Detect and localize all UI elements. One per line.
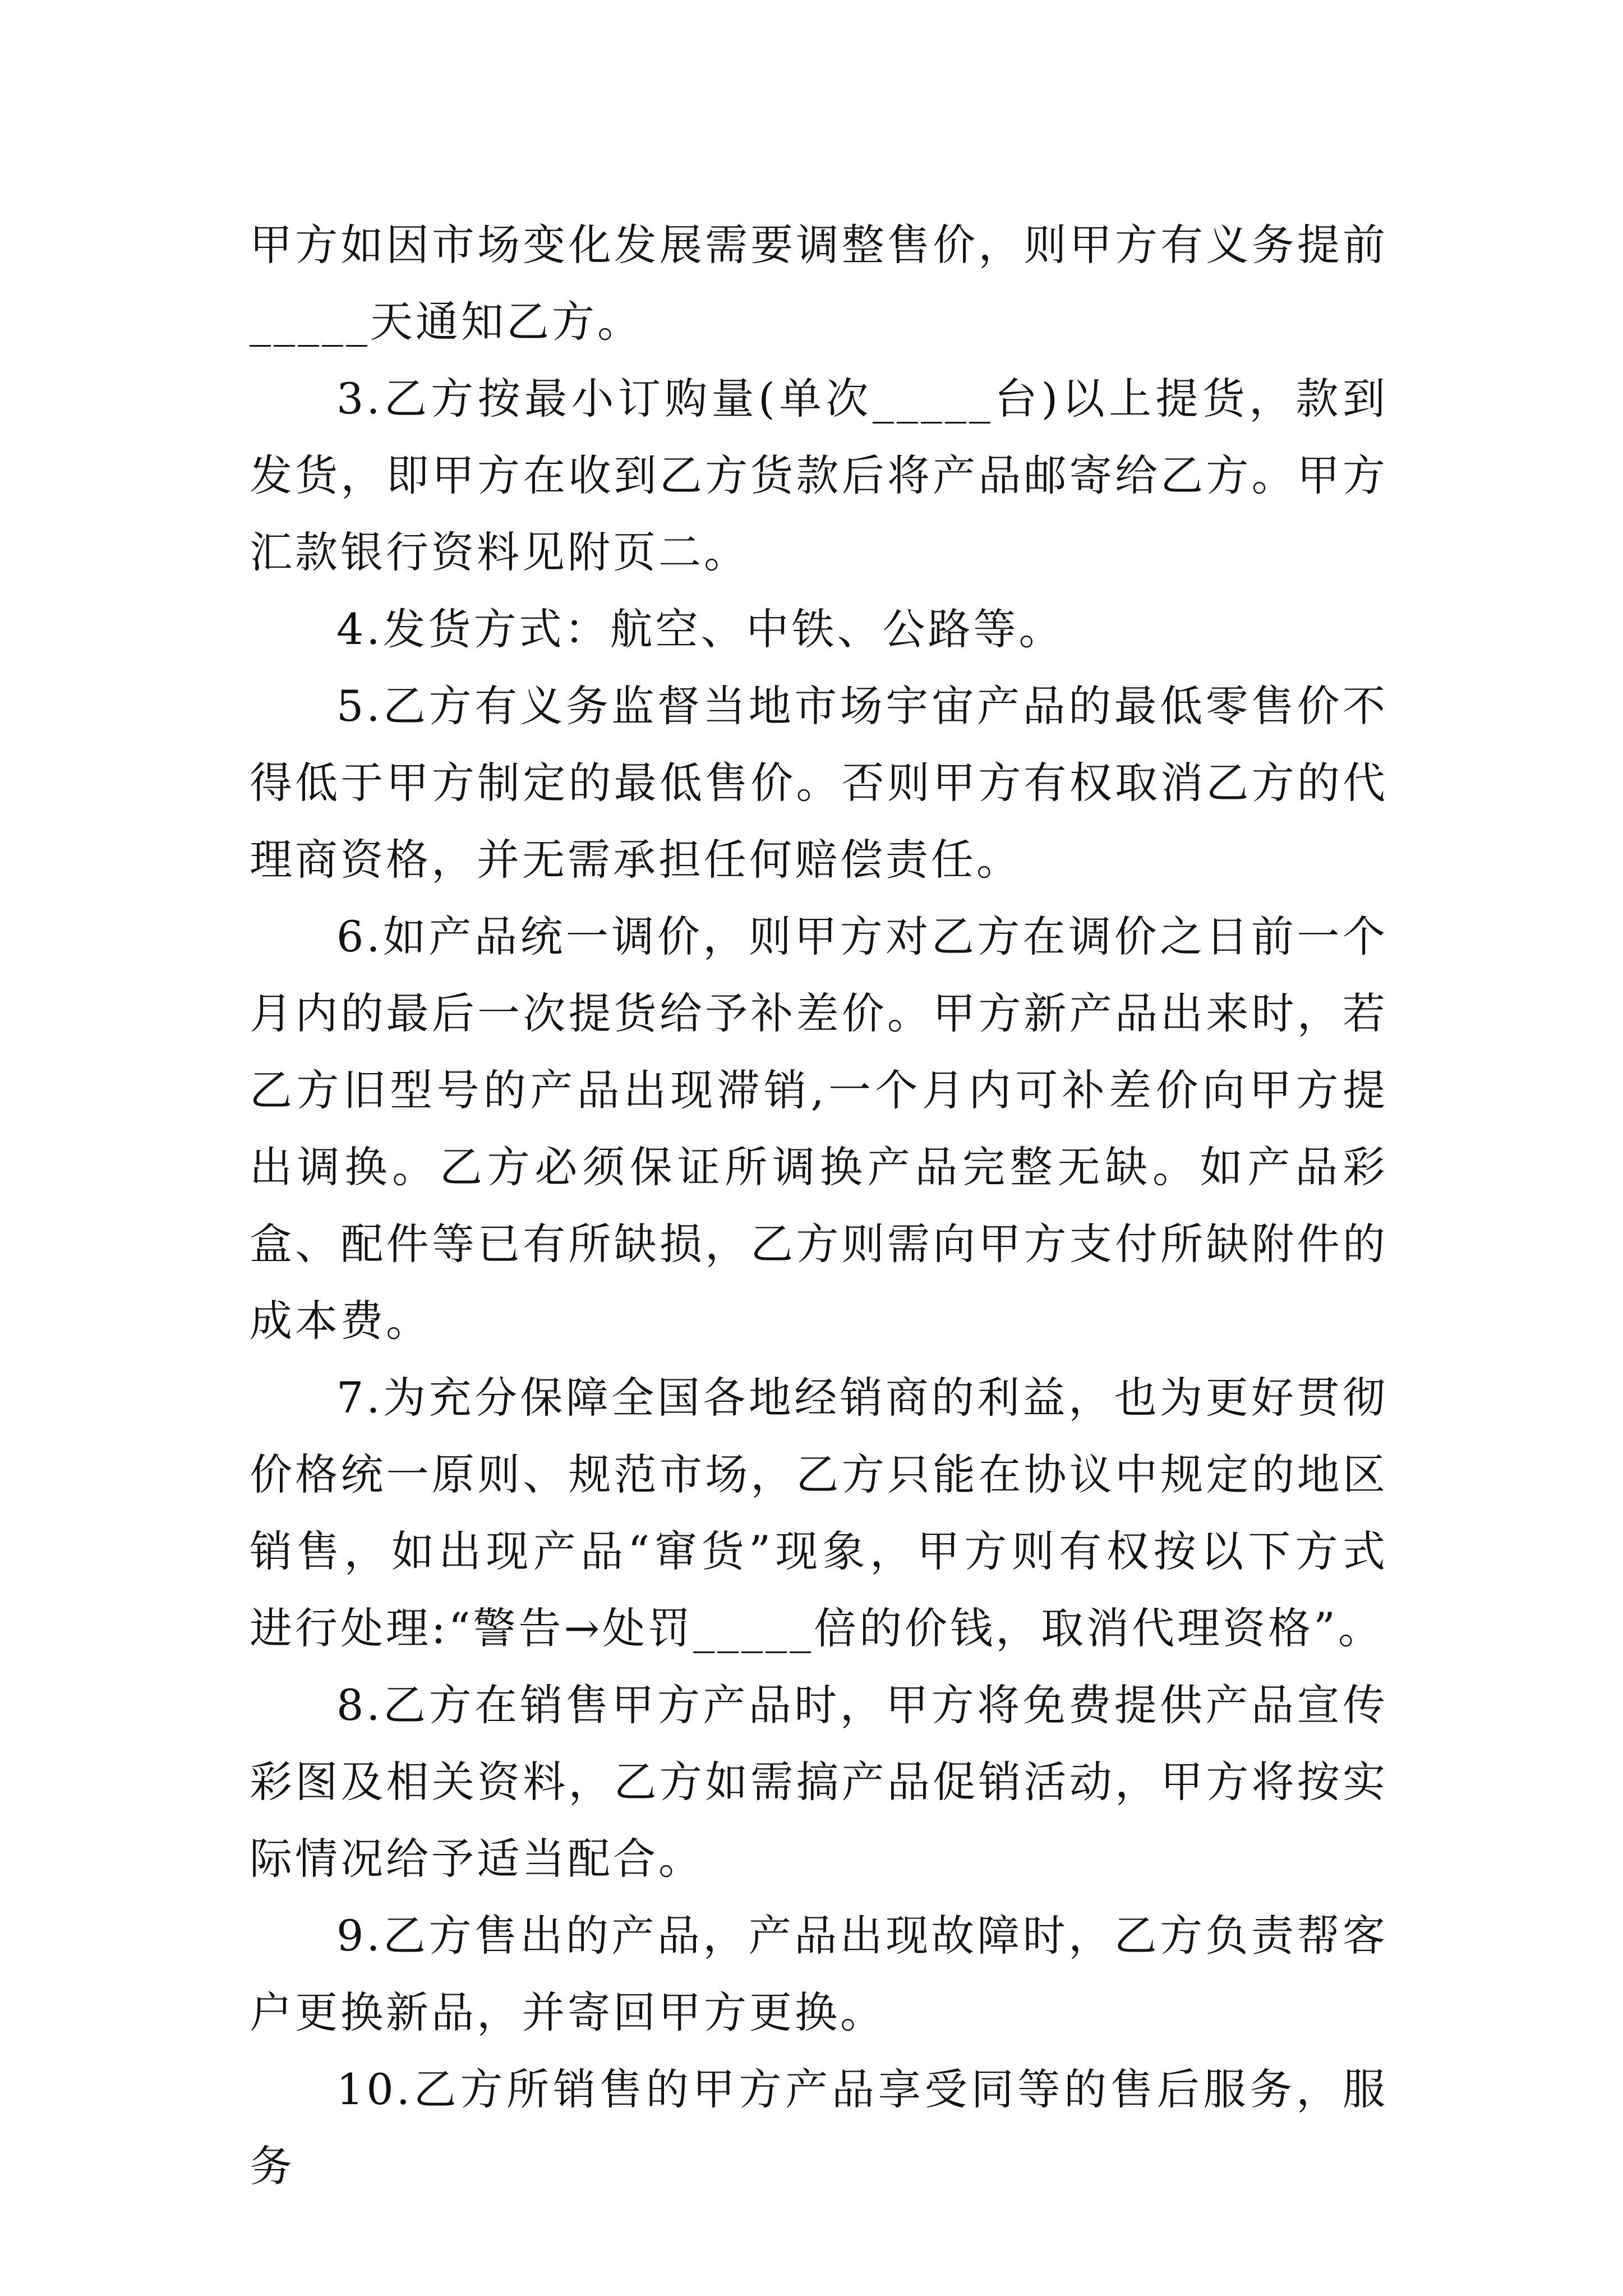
- paragraph-clause-4: 4.发货方式：航空、中铁、公路等。: [336, 604, 1064, 654]
- paragraph-clause-7: 7.为充分保障全国各地经销商的利益，也为更好贯彻价格统一原则、规范市场，乙方只能在协议中规定的地区销售，如出现产品“窜货”现象，甲方则有权按以下方式进行处理:“警告→处罚_____倍的价钱，取消代理资格”。: [250, 1373, 1388, 1653]
- document-body: [250, 206, 1388, 2205]
- paragraph-clause-8: 8.乙方在销售甲方产品时，甲方将免费提供产品宣传彩图及相关资料，乙方如需搞产品促销活动，甲方将按实际情况给予适当配合。: [250, 1680, 1388, 1884]
- paragraph-clause-3: 3.乙方按最小订购量(单次_____台)以上提货，款到发货，即甲方在收到乙方货款后将产品邮寄给乙方。甲方汇款银行资料见附页二。: [250, 374, 1388, 577]
- paragraph-clause-9: 9.乙方售出的产品，产品出现故障时，乙方负责帮客户更换新品，并寄回甲方更换。: [250, 1911, 1388, 2037]
- paragraph-price-adjustment-continued: 甲方如因市场变化发展需要调整售价，则甲方有义务提前_____天通知乙方。: [250, 220, 1388, 347]
- paragraph-clause-6: 6.如产品统一调价，则甲方对乙方在调价之日前一个月内的最后一次提货给予补差价。甲方新产品出来时，若乙方旧型号的产品出现滞销,一个月内可补差价向甲方提出调换。乙方必须保证所调换产品完整无缺。如产品彩盒、配件等已有所缺损，乙方则需向甲方支付所缺附件的成本费。: [250, 912, 1388, 1346]
- paragraph-clause-10: 10.乙方所销售的甲方产品享受同等的售后服务，服务: [250, 2064, 1388, 2191]
- paragraph-clause-5: 5.乙方有义务监督当地市场宇宙产品的最低零售价不得低于甲方制定的最低售价。否则甲方有权取消乙方的代理商资格，并无需承担任何赔偿责任。: [250, 681, 1388, 885]
